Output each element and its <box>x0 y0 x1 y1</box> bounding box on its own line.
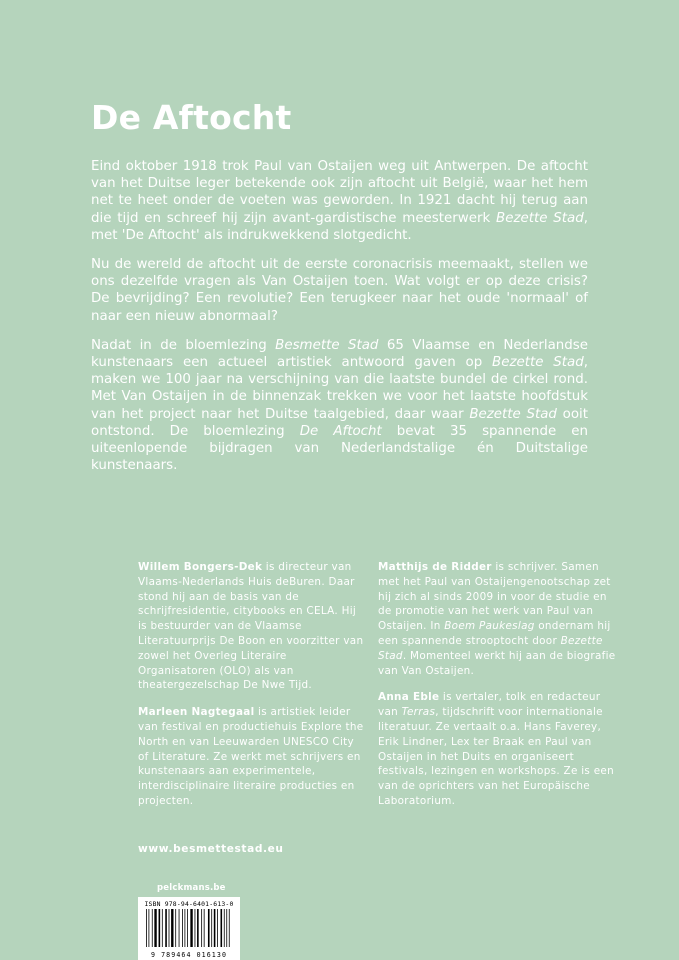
isbn-label: ISBN 978-94-6401-613-0 <box>144 900 234 908</box>
bio-name: Anna Eble <box>378 691 440 704</box>
bio-anna-eble: Anna Eble is vertaler, tolk en redacteur van Terras, tijdschrift voor internationale literatuur. Ze vertaalt o.a. Hans Faverey, Erik Lindner, Lex ter Braak en Paul van Ostaijen in het Duits en organiseert festivals, lezingen en workshops. Ze is een van de oprichters van het Europäische Laboratorium. <box>378 691 615 807</box>
bio-marleen-nagtegaal: Marleen Nagtegaal is artistiek leider van festival en productiehuis Explore the North en van Leeuwarden UNESCO City of Literature. Ze werkt met schrijvers en kunstenaars aan experimentele, interdisciplinaire literaire producties en projecten. <box>138 706 364 807</box>
bios-right-column <box>378 560 618 821</box>
book-title: De Aftocht <box>91 98 292 137</box>
bio-willem-bongers-dek: Willem Bongers-Dek is directeur van Vlaams-Nederlands Huis deBuren. Daar stond hij aan de basis van de schrijfresidentie, citybooks en CELA. Hij is bestuurder van de Vlaamse Literatuurprijs De Boon en voorzitter van zowel het Overleg Literaire Organisatoren (OLO) als van theatergezelschap De Nwe Tijd. <box>138 561 364 692</box>
blurb-paragraph-2: Nu de wereld de aftocht uit de eerste coronacrisis meemaakt, stellen we ons dezelfde vragen als Van Ostaijen toen. Wat volgt er op deze crisis? De bevrijding? Een revolutie? Een terugkeer naar het oude 'normaal' of naar een nieuw abnormaal? <box>91 257 588 324</box>
barcode-digits: 9 789464 016130 <box>150 951 228 959</box>
bio-name: Matthijs de Ridder <box>378 561 492 573</box>
publisher-logo: pelckmans.be <box>157 883 226 893</box>
isbn-barcode <box>138 897 240 960</box>
website-link: www.besmettestad.eu <box>138 843 284 855</box>
bio-name: Willem Bongers-Dek <box>138 561 263 573</box>
bio-name: Marleen Nagtegaal <box>138 706 255 719</box>
barcode-bars-icon <box>146 909 232 947</box>
bio-matthijs-de-ridder: Matthijs de Ridder is schrijver. Samen met het Paul van Ostaijengenootschap zet hij zich al sinds 2009 in voor de studie en de promotie van het werk van Paul van Ostaijen. In Boem Paukeslag ondernam hij een spannende strooptocht door Bezette Stad. Momenteel werkt hij aan de biografie van Van Ostaijen. <box>378 561 616 677</box>
blurb-paragraph-3: Nadat in de bloemlezing Besmette Stad 65 Vlaamse en Nederlandse kunstenaars een actueel artistiek antwoord gaven op Bezette Stad, maken we 100 jaar na verschijning van die laatste bundel de cirkel rond. Met Van Ostaijen in de binnenzak trekken we voor het laatste hoofdstuk van het project naar het Duitse taalgebied, daar waar Bezette Stad ooit ontstond. De bloemlezing De Aftocht bevat 35 spannende en uiteenlopende bijdragen van Nederlandstalige én Duitstalige kunstenaars. <box>91 337 589 474</box>
bios-left-column <box>138 560 368 821</box>
blurb-paragraph-1: Eind oktober 1918 trok Paul van Ostaijen weg uit Antwerpen. De aftocht van het Duitse leger betekende ook zijn aftocht uit België, waar het hem net te heet onder de voeten was geworden. In 1921 dacht hij terug aan die tijd en schreef hij zijn avant-gardistische meesterwerk Bezette Stad, met 'De Aftocht' als indrukwekkend slotgedicht. <box>91 159 588 243</box>
blurb <box>91 158 588 486</box>
